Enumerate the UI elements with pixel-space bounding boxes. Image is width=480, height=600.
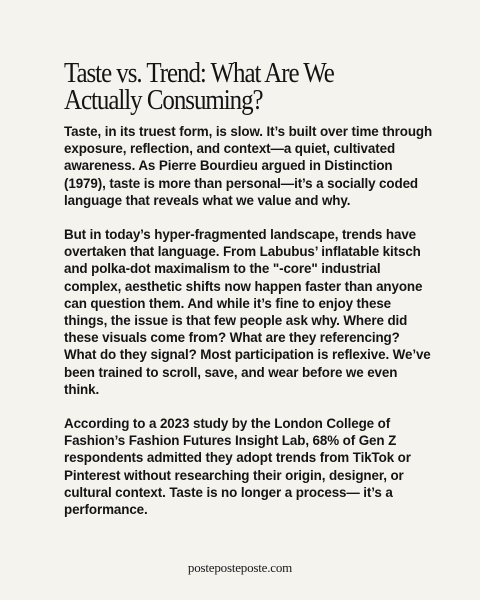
article-title — [64, 57, 425, 116]
article-title-line-2: Actually Consuming? — [64, 84, 263, 116]
paragraph-3: According to a 2023 study by the London College of Fashion’s Fashion Futures Insight Lab, 68% of Gen Z respondents admitted they adopt trends from TikTok or Pinterest without researching their origin, designer, or cultural context. Taste is no longer a process— it’s a performance. — [64, 416, 411, 518]
article-body — [64, 123, 434, 518]
article-title-line-1: Taste vs. Trend: What Are We — [64, 57, 334, 89]
paragraph-1: Taste, in its truest form, is slow. It’s built over time through exposure, reflection, and context—a quiet, cultivated awareness. As Pierre Bourdieu argued in Distinction (1979), taste is more than personal—it’s a socially coded language that reveals what we value and why. — [64, 124, 433, 208]
site-url-footer: posteposteposte.com — [187, 560, 293, 575]
paragraph-2: But in today’s hyper-fragmented landscape, trends have overtaken that language. From Labubus’ inflatable kitsch and polka-dot maximalism to the "-core" industrial complex, aesthetic shifts now happen faster than anyone can question them. And while it’s fine to enjoy these things, the issue is that few people ask why. Where did these visuals come from? What are they referencing? What do they signal? Most participation is reflexive. We’ve been trained to scroll, save, and wear before we even think. — [64, 227, 431, 397]
